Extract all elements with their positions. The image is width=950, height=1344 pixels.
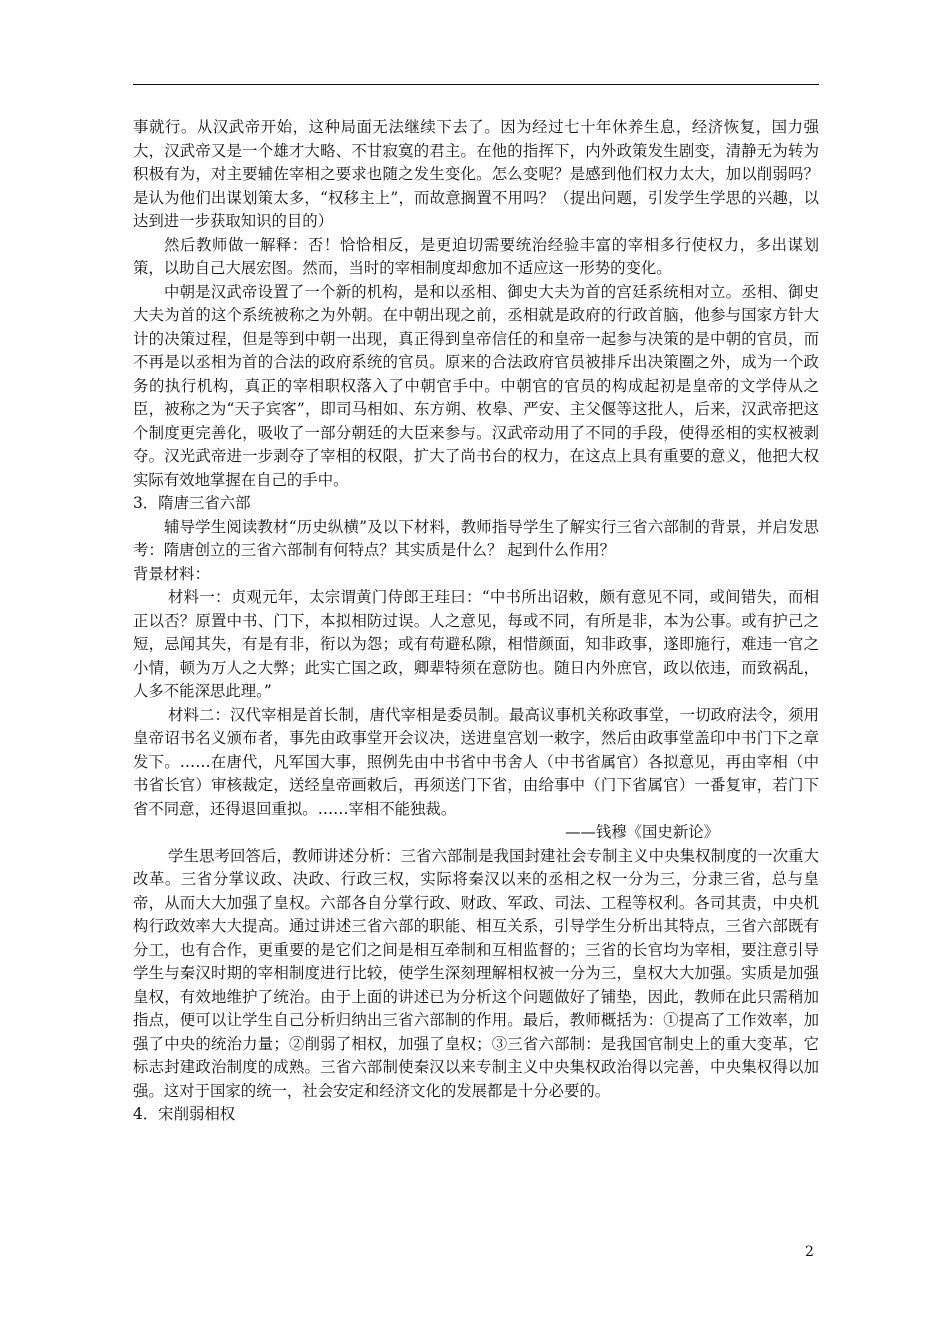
paragraph: 中朝是汉武帝设置了一个新的机构，是和以丞相、御史大夫为首的宫廷系统相对立。丞相、御史大夫为首的这个系统被称之为外朝。在中朝出现之前，丞相就是政府的行政首脑，他参与国家方针大计的决策过程，但是等到中朝一出现，真正得到皇帝信任的和皇帝一起参与决策的是中朝的官员，而不再是以丞相为首的合法的政府系统的官员。原来的合法政府官员被排斥出决策圈之外，成为一个政务的执行机构，真正的宰相职权落入了中朝官手中。中朝官的官员的构成起初是皇帝的文学侍从之臣，被称之为“天子宾客”，即司马相如、东方朔、枚皋、严安、主父偃等这批人，后来，汉武帝把这个制度更完善化，吸收了一部分朝廷的大臣来参与。汉武帝动用了不同的手段，使得丞相的实权被剥夺。汉光武帝进一步剥夺了宰相的权限，扩大了尚书台的权力，在这点上具有重要的意义，他把大权实际有效地掌握在自己的手中。 (133, 282, 819, 489)
paragraph: 学生思考回答后，教师讲述分析：三省六部制是我国封建社会专制主义中央集权制度的一次重大改革。三省分掌议政、决政、行政三权，实际将秦汉以来的丞相之权一分为三，分隶三省，总与皇帝，从而大大加强了皇权。六部各自分掌行政、财政、军政、司法、工程等权利。各司其责，中央机构行政效率大大提高。通过讲述三省六部的职能、相互关系，引导学生分析出其特点，三省六部既有分工，也有合作，更重要的是它们之间是相互牵制和互相监督的；三省的长官均为宰相，要注意引导学生与秦汉时期的宰相制度进行比较，使学生深刻理解相权被一分为三，皇权大大加强。实质是加强皇权，有效地维护了统治。由于上面的讲述已为分析这个问题做好了铺垫，因此，教师在此只需稍加指点，便可以让学生自己分析归纳出三省六部制的作用。最后，教师概括为：①提高了工作效率，加强了中央的统治力量；②削弱了相权，加强了皇权；③三省六部制：是我国官制史上的重大变革，它标志封建政治制度的成熟。三省六部制使秦汉以来专制主义中央集权政治得以完善，中央集权得以加强。这对于国家的统一，社会安定和经济文化的发展都是十分必要的。 (133, 846, 819, 1100)
page-number: 2 (805, 1244, 814, 1260)
subheading: 背景材料： (133, 564, 210, 583)
source-citation: ——钱穆《国史新论》 (565, 823, 719, 841)
material-one: 材料一：贞观元年，太宗谓黄门侍郎王珪曰：“中书所出诏敕，颇有意见不同，或间错失，而相正以否？原置中书、门下，本拟相防过误。人之意见，每或不同，有所是非，本为公事。或有护己之短，忌闻其失，有是有非，衔以为怨；或有苟避私隙，相惜颜面，知非政事，遂即施行，难违一官之小情，顿为万人之大弊；此实亡国之政，卿辈特须在意防也。随日内外庶官，政以依违，而致祸乱，人多不能深思此理。” (133, 588, 819, 700)
header-rule (133, 84, 819, 85)
paragraph: 辅导学生阅读教材“历史纵横”及以下材料，教师指导学生了解实行三省六部制的背景，并启发思考：隋唐创立的三省六部制有何特点？其实质是什么？ 起到什么作用？ (133, 517, 819, 559)
material-two: 材料二：汉代宰相是首长制，唐代宰相是委员制。最高议事机关称政事堂，一切政府法令，须用皇帝诏书名义颁布者，事先由政事堂开会议决，送进皇宫划一敕字，然后由政事堂盖印中书门下之章发下。……在唐代，凡军国大事，照例先由中书省中书舍人（中书省属官）各拟意见，再由宰相（中书省长官）审核裁定，送经皇帝画敕后，再须送门下省，由给事中（门下省属官）一番复审，若门下省不同意，还得退回重拟。……宰相不能独裁。 (133, 705, 819, 818)
paragraph: 然后教师做一解释：否！恰恰相反，是更迫切需要统治经验丰富的宰相多行使权力，多出谋划策，以助自己大展宏图。然而，当时的宰相制度却愈加不适应这一形势的变化。 (133, 235, 819, 277)
body-text (133, 116, 819, 1127)
section-heading: 3．隋唐三省六部 (133, 494, 251, 512)
section-heading: 4．宋削弱相权 (133, 1105, 236, 1123)
paragraph: 事就行。从汉武帝开始，这种局面无法继续下去了。因为经过七十年休养生息，经济恢复，国力强大，汉武帝又是一个雄才大略、不甘寂寞的君主。在他的指挥下，内外政策发生剧变，清静无为转为积极有为，对主要辅佐宰相之要求也随之发生变化。怎么变呢？是感到他们权力太大，加以削弱吗？是认为他们出谋划策太多，“权移主上”，而故意搁置不用吗？（提出问题，引发学生学思的兴趣，以达到进一步获取知识的目的） (133, 118, 819, 230)
